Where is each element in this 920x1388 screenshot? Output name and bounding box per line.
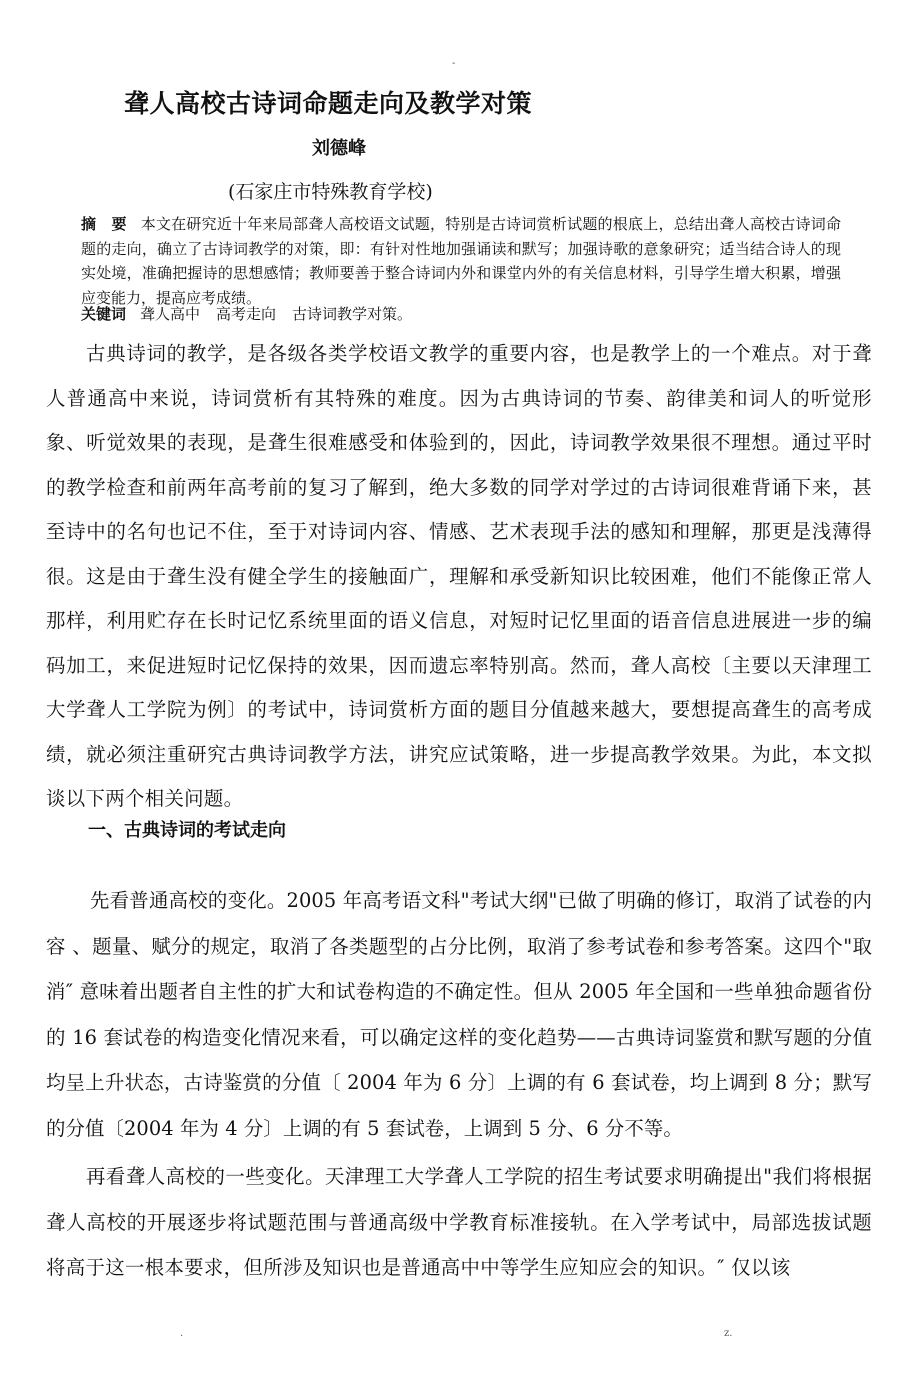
section-heading: 一、古典诗词的考试走向 bbox=[88, 820, 286, 841]
header-mark: - bbox=[452, 58, 456, 69]
paper-title: 聋人高校古诗词命题走向及教学对策 bbox=[124, 89, 533, 118]
abstract bbox=[81, 212, 841, 310]
author-name: 刘德峰 bbox=[312, 138, 366, 159]
author-affiliation: (石家庄市特殊教育学校) bbox=[228, 181, 433, 203]
keyword-item: 高考走向 bbox=[216, 305, 277, 323]
body-paragraph: 先看普通高校的变化。2005 年高考语文科"考试大纲"已做了明确的修订，取消了试卷的内容 、题量、赋分的规定，取消了各类题型的占分比例，取消了参考试卷和参考答案。这四个"取消″ 意味着出题者自主性的扩大和试卷构造的不确定性。但从 2005 年全国和一些单独命题省份的 16 套试卷的构造变化情况来看，可以确定这样的变化趋势——古典诗词鉴赏和默写题的分值均呈上升状态，古诗鉴赏的分值〔 2004 年为 6 分〕上调的有 6 套试卷，均上调到 8 分；默写的分值〔2004 年为 4 分〕上调的有 5 套试卷，上调到 5 分、6 分不等。 bbox=[46, 889, 872, 1140]
keyword-item: 聋人高中 bbox=[140, 305, 201, 323]
intro-paragraph: 古典诗词的教学，是各级各类学校语文教学的重要内容，也是教学上的一个难点。对于聋人普通高中来说，诗词赏析有其特殊的难度。因为古典诗词的节奏、韵律美和词人的听觉形象、听觉效果的表现，是聋生很难感受和体验到的，因此，诗词教学效果很不理想。通过平时的教学检查和前两年高考前的复习了解到，绝大多数的同学对学过的古诗词很难背诵下来，甚至诗中的名句也记不住，至于对诗词内容、情感、艺术表现手法的感知和理解，那更是浅薄得很。这是由于聋生没有健全学生的接触面广，理解和承受新知识比较困难，他们不能像正常人那样，利用贮存在长时记忆系统里面的语义信息，对短时记忆里面的语音信息进展进一步的编码加工，来促进短时记忆保持的效果，因而遗忘率特别高。然而，聋人高校〔主要以天津理工大学聋人工学院为例〕的考试中，诗词赏析方面的题目分值越来越大，要想提高聋生的高考成绩，就必须注重研究古典诗词教学方法，讲究应试策略，进一步提高教学效果。为此，本文拟谈以下两个相关问题。 bbox=[46, 342, 872, 810]
abstract-label: 摘 要 bbox=[81, 215, 127, 233]
keywords-label: 关键词 bbox=[81, 305, 127, 323]
keywords bbox=[81, 303, 412, 324]
footer-left-mark: . bbox=[180, 1328, 184, 1339]
body-paragraph: 再看聋人高校的一些变化。天津理工大学聋人工学院的招生考试要求明确提出"我们将根据聋人高校的开展逐步将试题范围与普通高级中学教育标准接轨。在入学考试中，局部选拔试题将高于这一根本要求，但所涉及知识也是普通高中中等学生应知应会的知识。″ 仅以该 bbox=[46, 1165, 872, 1279]
abstract-text: 本文在研究近十年来局部聋人高校语文试题，特别是古诗词赏析试题的根底上，总结出聋人高校古诗词命题的走向，确立了古诗词教学的对策，即：有针对性地加强诵读和默写；加强诗歌的意象研究；适当结合诗人的现实处境，准确把握诗的思想感情；教师要善于整合诗词内外和课堂内外的有关信息材料，引导学生增大积累，增强应变能力，提高应考成绩。 bbox=[81, 215, 841, 307]
footer-right-mark: z. bbox=[724, 1328, 733, 1339]
keyword-item: 古诗词教学对策。 bbox=[292, 305, 413, 323]
